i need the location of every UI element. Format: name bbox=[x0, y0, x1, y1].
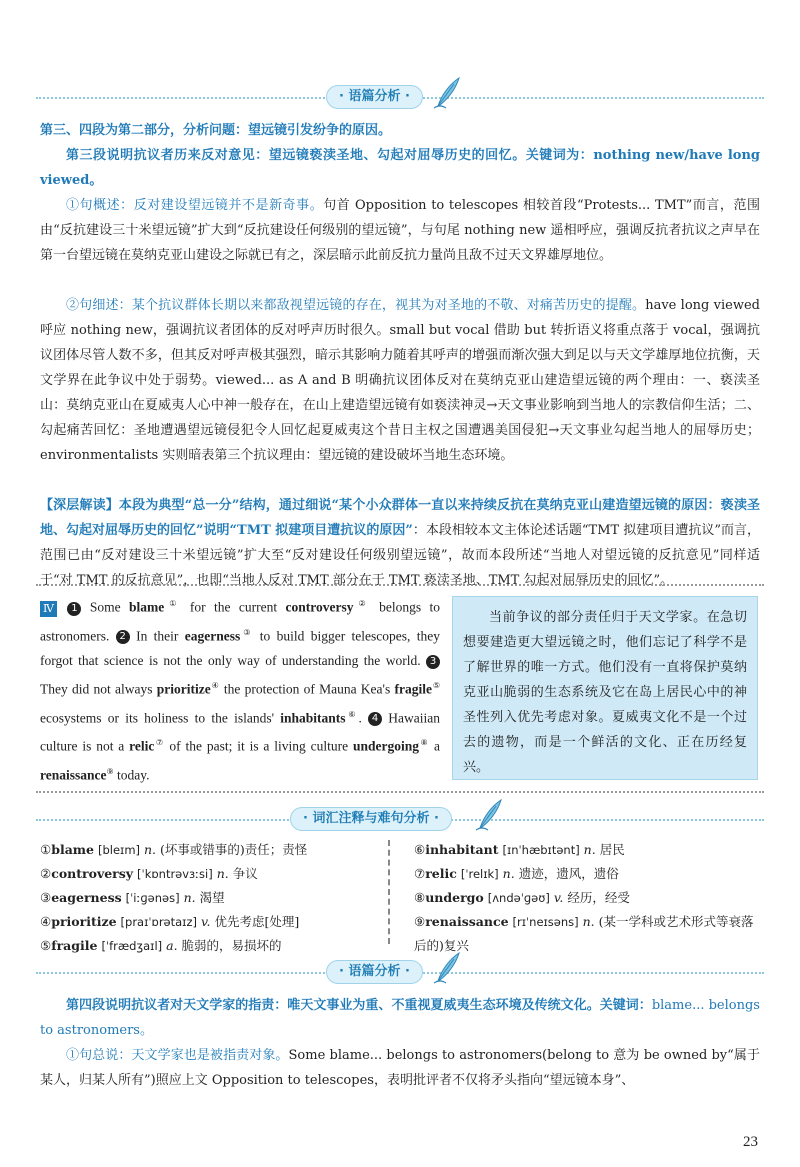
vocab-word: inhabitant bbox=[425, 842, 499, 857]
vocab-item bbox=[414, 910, 764, 957]
divider-top bbox=[36, 584, 764, 586]
reading-text: of the past; it is a living culture bbox=[164, 738, 353, 754]
vocab-num: ⑥ bbox=[414, 842, 426, 857]
sentence-one-heading: ①句概述：反对建设望远镜并不是新奇事。 bbox=[66, 198, 324, 213]
vocab-def: 遗迹，遗风，遗俗 bbox=[518, 866, 619, 881]
sentence-two-heading: ②句细述：某个抗议群体长期以来都敌视望远镜的存在，视其为对圣地的不敬、对痛苦历史的提醒。 bbox=[66, 298, 646, 313]
keyword-renaissance: renaissance bbox=[40, 767, 107, 782]
vocab-ipa: [ˈkɒntrəvɜːsi] bbox=[137, 867, 213, 881]
reading-paragraph-four bbox=[40, 591, 440, 787]
vocab-num: ⑦ bbox=[414, 866, 426, 881]
vocab-ipa: [ˈfrædʒaɪl] bbox=[101, 939, 163, 953]
vocab-list-right bbox=[414, 838, 764, 957]
vocab-def: 争议 bbox=[232, 866, 258, 881]
paragraph-four-summary bbox=[40, 993, 760, 1043]
keyword-controversy: controversy bbox=[285, 599, 354, 615]
vocab-ipa: [ɪnˈhæbɪtənt] bbox=[502, 843, 580, 857]
quill-icon bbox=[432, 76, 462, 110]
note-marker: ③ bbox=[240, 627, 254, 637]
deep-interpretation-body: ：本段相较本文主体论述话题“TMT 拟建项目遭抗议”而言，范围已由“反对建设三十米望远镜”扩大至“反对建设任何级别望远镜”，故而本段所述“当地人对望远镜的反抗意见”同样适于“对 TMT 的反抗意见”，也即“当地人反对 TMT 部分在于 TMT 亵渎圣地、TMT 勾起对屈辱历史的回忆”。 bbox=[40, 523, 760, 588]
vocab-word: fragile bbox=[51, 938, 98, 953]
page-number: 23 bbox=[743, 1134, 758, 1150]
reading-text: . bbox=[358, 710, 369, 725]
vocab-num: ⑤ bbox=[40, 938, 52, 953]
paragraph-number-badge: Ⅳ bbox=[40, 601, 57, 617]
vocab-ipa: [praɪˈɒrətaɪz] bbox=[120, 915, 197, 929]
vocab-def: 优先考虑[处理] bbox=[214, 914, 300, 929]
vocab-pos: a. bbox=[166, 938, 178, 953]
vocab-pos: n. bbox=[502, 866, 515, 881]
sentence-one-body: 句首 Opposition to telescopes 相较首段“Protests... TMT”而言，范围由“反抗建设三十米望远镜”扩大到“反抗建设任何级别的望远镜”，与句尾 nothing new 遥相呼应，强调反抗者抗议之声早在第一台望远镜在莫纳克亚山建设之际就已有之，深层暗示此前反抗力量尚且敌不过天文界雄厚地位。 bbox=[40, 198, 760, 263]
discourse-analysis-banner bbox=[0, 80, 800, 114]
sentence-one-analysis bbox=[40, 193, 760, 268]
reading-text: today. bbox=[113, 767, 150, 782]
vocab-ipa: [ʌndəˈɡəʊ] bbox=[487, 891, 550, 905]
note-marker: ⑥ bbox=[345, 709, 359, 719]
vocab-item bbox=[40, 838, 380, 862]
keyword-inhabitants: inhabitants bbox=[280, 710, 346, 725]
vocab-num: ④ bbox=[40, 914, 52, 929]
keyword-relic: relic bbox=[129, 738, 155, 754]
reading-text: belongs to astronomers. bbox=[40, 599, 441, 643]
reading-text: In their bbox=[129, 628, 185, 643]
vocab-num: ① bbox=[40, 842, 52, 857]
vocab-pos: n. bbox=[183, 890, 196, 905]
note-marker: ① bbox=[164, 599, 182, 608]
vocab-item bbox=[40, 910, 380, 934]
sentence-number-3: 3 bbox=[426, 655, 440, 669]
vocab-num: ⑨ bbox=[414, 914, 426, 929]
reading-text: ecosystems or its holiness to the islands' bbox=[40, 710, 281, 725]
vocab-word: relic bbox=[425, 866, 457, 881]
vocab-num: ⑧ bbox=[414, 890, 426, 905]
keyword-eagerness: eagerness bbox=[184, 628, 241, 643]
deep-interpretation bbox=[40, 493, 760, 593]
vocab-pos: n. bbox=[582, 914, 595, 929]
vocab-def: 渴望 bbox=[199, 890, 225, 905]
divider-bottom bbox=[36, 791, 764, 793]
vocab-pos: v. bbox=[553, 890, 564, 905]
note-marker: ⑧ bbox=[419, 738, 430, 747]
vocab-def: 经历，经受 bbox=[567, 890, 630, 905]
vocab-banner bbox=[0, 802, 800, 836]
paragraph-four-keywords: blame... belongs to astronomers。 bbox=[40, 998, 760, 1038]
note-marker: ④ bbox=[210, 681, 220, 690]
vocab-item bbox=[414, 862, 764, 886]
vocab-pos: n. bbox=[144, 842, 157, 857]
vocab-ipa: [rɪˈneɪsəns] bbox=[512, 915, 579, 929]
vocab-def: 脆弱的，易损坏的 bbox=[181, 938, 282, 953]
note-marker: ⑤ bbox=[431, 681, 441, 690]
vocab-word: controversy bbox=[51, 866, 134, 881]
banner-title: · 词汇注释与难句分析 · bbox=[290, 807, 452, 831]
vocab-list-left bbox=[40, 838, 380, 958]
sentence-one-heading: ①句总说：天文学家也是被指责对象。 bbox=[66, 1048, 289, 1063]
vocab-word: eagerness bbox=[51, 890, 122, 905]
reading-text: for the current bbox=[181, 599, 286, 615]
paragraph-four-heading: 第四段说明抗议者对天文学家的指责：唯天文事业为重、不重视夏威夷生态环境及传统文化。关键词： bbox=[66, 998, 652, 1013]
deep-interpretation-heading: 【深层解读】本段为典型“总一分”结构，通过细说“某个小众群体一直以来持续反抗在莫纳克亚山建造望远镜的原因：亵渎圣地、勾起对屈辱历史的回忆”说明“TMT 拟建项目遭抗议的原因” bbox=[40, 498, 760, 538]
vocab-def: (坏事或错事的)责任；责怪 bbox=[160, 842, 308, 857]
sentence-two-body: have long viewed 呼应 nothing new，强调抗议者团体的反对呼声历时很久。small but vocal 借助 but 转折语义将重点落于 vocal，强调抗议团体尽管人数不多，但其反对呼声极其强烈，暗示其影响力随着其呼声的增强而渐次强大到足以与天文学雄厚地位抗衡，天文学界在此争议中处于弱势。viewed... as A and B 明确抗议团体反对在莫纳克亚山建造望远镜的两个理由：一、亵渎圣山：莫纳克亚山在夏威夷人心中神一般存在，在山上建造望远镜有如亵渎神灵→天文事业影响到当地人的宗教信仰生活；二、勾起痛苦回忆：圣地遭遇望远镜侵犯令人回忆起夏威夷这个昔日主权之国遭遇美国侵犯→天文事业勾起当地人的屈辱历史；environmentalists 实则暗表第三个抗议理由：望远镜的建设破坏当地生态环境。 bbox=[40, 298, 760, 463]
vocab-item bbox=[414, 838, 764, 862]
part-two-intro bbox=[40, 118, 760, 143]
vocab-word: undergo bbox=[425, 890, 484, 905]
vocab-pos: v. bbox=[200, 914, 211, 929]
note-marker: ② bbox=[353, 599, 371, 608]
part-two-summary: 第三、四段为第二部分，分析问题：望远镜引发纷争的原因。 bbox=[40, 123, 392, 138]
vocab-ipa: [bleɪm] bbox=[97, 843, 141, 857]
vocab-item bbox=[414, 886, 764, 910]
note-marker: ⑨ bbox=[106, 766, 114, 776]
paragraph-three-keywords: 第三段说明抗议者历来反对意见：望远镜亵渎圣地、勾起对屈辱历史的回忆。关键词为：nothing new/have long viewed。 bbox=[40, 148, 760, 188]
vocab-ipa: [ˈrelɪk] bbox=[460, 867, 499, 881]
sentence-number-4: 4 bbox=[368, 712, 382, 726]
reading-text: to build bigger telescopes, they forgot that science is not the only way of understanding the world. bbox=[40, 628, 440, 668]
sentence-number-2: 2 bbox=[116, 630, 130, 644]
vocab-item bbox=[40, 886, 380, 910]
keyword-undergoing: undergoing bbox=[352, 738, 420, 754]
vocab-pos: n. bbox=[216, 866, 229, 881]
sentence-two-analysis bbox=[40, 293, 760, 468]
vocab-def: 居民 bbox=[599, 842, 625, 857]
vocab-word: prioritize bbox=[51, 914, 117, 929]
quill-icon bbox=[432, 951, 462, 985]
vocab-num: ② bbox=[40, 866, 52, 881]
vocab-item bbox=[40, 862, 380, 886]
translation-box bbox=[452, 596, 758, 780]
paragraph-three-summary bbox=[40, 143, 760, 193]
banner-title: · 语篇分析 · bbox=[326, 85, 423, 109]
note-marker: ⑦ bbox=[154, 738, 165, 747]
reading-text: Hawaiian culture is not a bbox=[40, 710, 441, 754]
reading-text: the protection of Mauna Kea's bbox=[219, 681, 395, 697]
keyword-fragile: fragile bbox=[394, 681, 432, 697]
sentence-one-body: Some blame... belongs to astronomers(belong to 意为 be owned by“属于某人，归某人所有”)照应上文 Opposition to telescopes，表明批评者不仅将矛头指向“望远镜本身”、 bbox=[40, 1048, 760, 1088]
vocab-num: ③ bbox=[40, 890, 52, 905]
quill-icon bbox=[474, 798, 504, 832]
vocab-pos: n. bbox=[583, 842, 596, 857]
vocab-word: renaissance bbox=[425, 914, 509, 929]
vocab-word: blame bbox=[51, 842, 94, 857]
translation-text: 当前争议的部分责任归于天文学家。在急切想要建造更大望远镜之时，他们忘记了科学不是了解世界的唯一方式。他们没有一直将保护莫纳克亚山脆弱的生态系统及它在岛上居民心中的神圣性列入优先考虑对象。夏威夷文化不是一个过去的遗物，而是一个鲜活的文化、正在历经复兴。 bbox=[463, 610, 747, 775]
keyword-prioritize: prioritize bbox=[156, 681, 211, 697]
reading-text: They did not always bbox=[40, 681, 157, 697]
keyword-blame: blame bbox=[128, 599, 165, 615]
sentence-number-1: 1 bbox=[67, 602, 81, 616]
vocab-def: (某一学科或艺术形式等衰落后的)复兴 bbox=[414, 914, 754, 953]
reading-text: Some bbox=[89, 599, 129, 615]
binding-divider bbox=[388, 840, 400, 944]
discourse-analysis-banner-2 bbox=[0, 955, 800, 989]
vocab-ipa: [ˈiːɡənəs] bbox=[125, 891, 180, 905]
banner-title: · 语篇分析 · bbox=[326, 960, 423, 984]
reading-text: a bbox=[429, 738, 441, 754]
paragraph-four-sentence-one bbox=[40, 1043, 760, 1093]
